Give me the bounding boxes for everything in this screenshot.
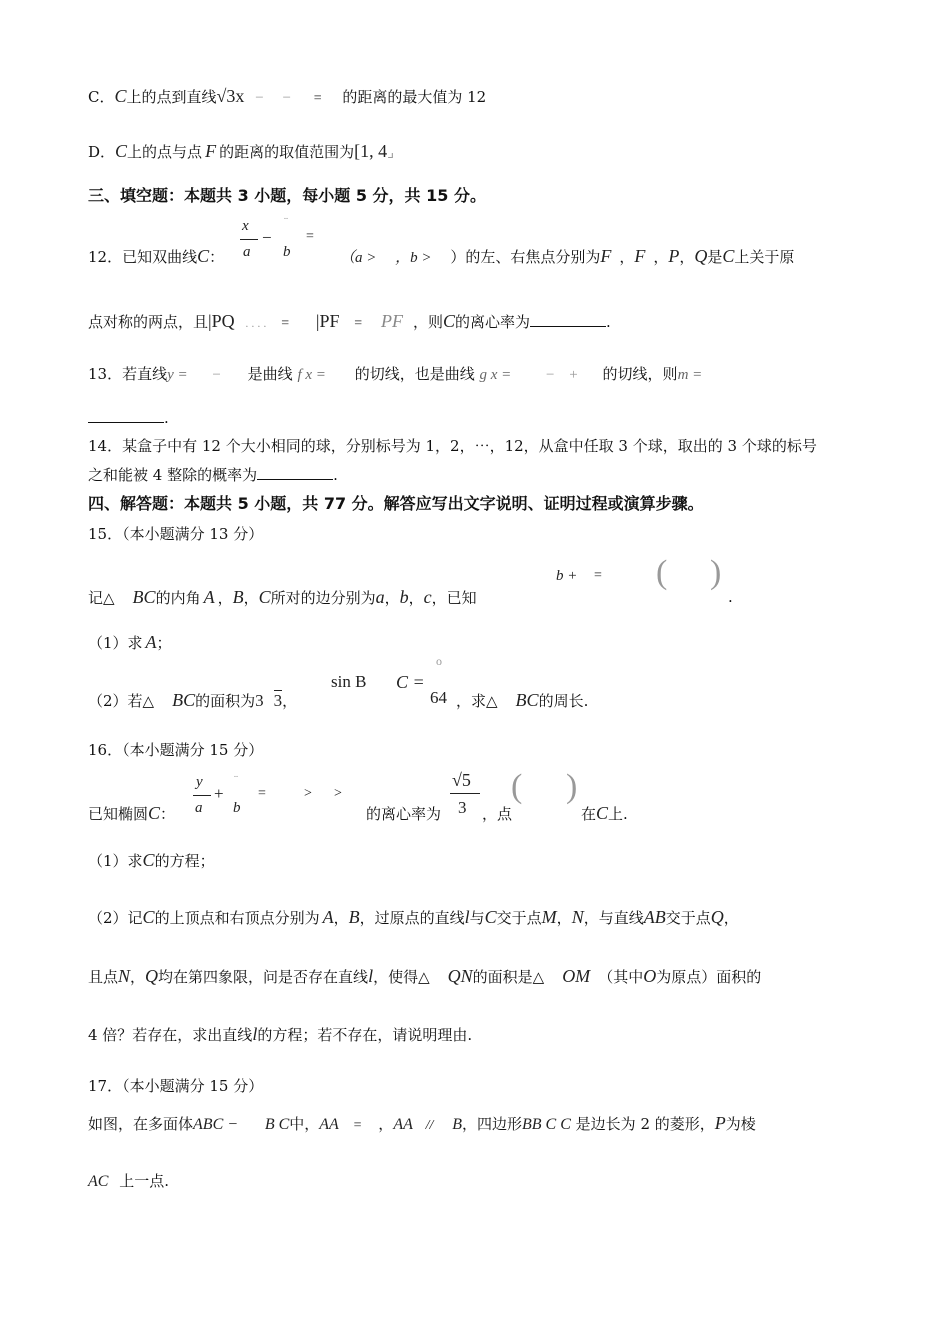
math-expr: AC (88, 1173, 109, 1190)
math-var: C (722, 246, 735, 266)
math-symbol: − (262, 228, 272, 247)
math-symbol: − (282, 90, 291, 106)
math-var: B (232, 587, 244, 607)
question-15-part2-end (456, 690, 588, 711)
question-15-part2 (88, 690, 297, 711)
math-var: c (423, 587, 432, 607)
math-var: P (714, 1113, 726, 1133)
text: （2）记 (88, 909, 143, 927)
text: ， (556, 909, 572, 927)
math-expr: PF (380, 311, 403, 331)
math-var: l (464, 907, 470, 927)
fraction-denominator: b (283, 244, 291, 260)
math-symbol: > (334, 786, 342, 801)
math-var: N (571, 907, 584, 927)
text: （1）求 (88, 634, 143, 652)
text: 为棱 (725, 1115, 756, 1133)
math-expr: g x = (479, 367, 512, 383)
text: ， (408, 589, 424, 607)
text: 均在第四象限，问是否存在直线 (158, 968, 369, 986)
math-expr: f x = (297, 367, 326, 383)
text: 中， (289, 1115, 320, 1133)
question-17 (88, 1113, 756, 1136)
fraction-numerator: x (242, 218, 249, 234)
math-var: l (252, 1024, 258, 1044)
math-var: C (258, 587, 271, 607)
math-var: a (375, 587, 385, 607)
answer-blank[interactable] (257, 465, 333, 480)
question-12 (88, 246, 224, 267)
math-symbol: = (306, 229, 314, 244)
math-var: F (600, 246, 612, 266)
math-symbol: + (214, 784, 224, 803)
question-number: 12．已知双曲线 (88, 248, 198, 266)
text: . (606, 313, 611, 331)
math-symbol: − (546, 367, 555, 383)
text: 如图，在多面体 (88, 1115, 194, 1133)
math-var: M (541, 907, 557, 927)
question-number: 13．若直线 (88, 365, 168, 383)
text: 的切线，则 (602, 365, 678, 383)
math-var: F (634, 246, 646, 266)
fraction-denominator: 64 (430, 688, 447, 707)
right-paren: ) (566, 768, 578, 805)
text: . (164, 409, 169, 427)
math-var: N (118, 966, 131, 986)
math-var: C (115, 141, 128, 161)
question-16-part2 (88, 907, 739, 928)
text: 4 倍？若存在，求出直线 (88, 1026, 253, 1044)
math-var: C (114, 86, 127, 106)
question-16 (88, 803, 175, 824)
text: ，则 (412, 313, 443, 331)
text: （1）求 (88, 852, 143, 870)
math-symbol: = (594, 568, 602, 583)
question-15 (88, 587, 477, 608)
math-expr: m = (677, 367, 703, 383)
text: 是边长为 2 的菱形， (575, 1115, 715, 1133)
math-expr: QN (447, 966, 473, 986)
fraction-denominator: a (243, 244, 251, 260)
math-expr: AA (319, 1116, 339, 1133)
text: 的面积是△ (472, 968, 545, 986)
text: ， (217, 589, 233, 607)
math-expr: BC (132, 587, 156, 607)
math-expr: y = (167, 367, 188, 383)
text: ： (209, 248, 225, 266)
question-14-line2 (88, 465, 338, 485)
fraction-bar (450, 793, 480, 794)
math-symbol: − (212, 367, 221, 383)
math-expr: AA (393, 1116, 413, 1133)
text: ，点 (482, 805, 513, 823)
question-12-line2 (88, 311, 611, 334)
math-symbol: = (258, 786, 266, 801)
text: ，四边形 (461, 1115, 522, 1133)
math-var: C (484, 907, 497, 927)
text: 所对的边分别为 (270, 589, 376, 607)
text: ： (160, 805, 176, 823)
text: 的方程； (154, 852, 215, 870)
text: 上的点到直线 (126, 88, 217, 106)
text: 交于点 (665, 909, 711, 927)
math-expr: AB (643, 907, 666, 927)
math-expr (316, 312, 340, 331)
fraction-denominator: b (233, 800, 241, 816)
math-expr: （a > (340, 250, 377, 266)
text: ，与直线 (583, 909, 644, 927)
option-label: D． (88, 143, 116, 161)
left-paren: ( (511, 768, 523, 805)
math-expr: b + (556, 568, 578, 584)
math-var: F (205, 141, 217, 161)
text: 交于点 (496, 909, 542, 927)
text: 之和能被 4 整除的概率为 (88, 466, 258, 484)
text: 是 (707, 248, 723, 266)
math-placeholder: . . . . (245, 316, 267, 330)
question-16-header: 16．（本小题满分 15 分） (88, 741, 264, 759)
text: 的切线，也是曲线 (354, 365, 475, 383)
math-expr: √3x (216, 86, 245, 106)
math-symbol: = (281, 316, 290, 331)
text: ，过原点的直线 (359, 909, 465, 927)
math-symbol: + (569, 367, 578, 383)
math-expr: ，b > (395, 250, 432, 266)
option-c (88, 86, 486, 109)
fraction-bar (193, 795, 211, 796)
text: ， (378, 1115, 394, 1133)
math-var: A (322, 907, 334, 927)
math-expr: OM (562, 966, 591, 986)
text: ， (653, 248, 669, 266)
math-var: l (368, 966, 374, 986)
text: 上一点. (119, 1172, 170, 1190)
text: 的离心率为 (366, 805, 442, 823)
math-symbol: ⌟ (387, 145, 395, 161)
math-symbol: = (313, 91, 322, 106)
right-paren: ) (710, 554, 722, 591)
fraction-numerator: √5 (452, 770, 471, 790)
fraction-numerator: ¨ (234, 772, 238, 786)
math-symbol: = (354, 316, 363, 331)
fraction-bar (240, 239, 258, 240)
fraction-numerator: o (436, 654, 442, 668)
text: . (728, 588, 733, 606)
fraction-numerator: ¨ (284, 214, 288, 228)
text: ， (130, 968, 146, 986)
math-var: Q (710, 907, 724, 927)
text: 上. (608, 805, 628, 823)
text: 的距离的取值范围为 (219, 143, 355, 161)
text: ， (384, 589, 400, 607)
text: （其中 (598, 968, 644, 986)
answer-blank[interactable] (88, 408, 164, 423)
math-expr: ABC − (193, 1116, 239, 1133)
fraction-denominator: 3 (458, 798, 467, 817)
text: ，求△ (456, 692, 498, 710)
question-13-line2 (88, 408, 169, 428)
math-var: C (142, 850, 155, 870)
math-var: A (203, 587, 215, 607)
text: 的周长. (538, 692, 589, 710)
answer-blank[interactable] (530, 312, 606, 327)
math-symbol: // (425, 1118, 434, 1133)
question-16-end (581, 803, 628, 824)
text: 的方程；若不存在，请说明理由. (257, 1026, 473, 1044)
math-var: C (148, 803, 161, 823)
text: ， (282, 692, 298, 710)
text: 的上顶点和右顶点分别为 (154, 909, 320, 927)
math-var: C (443, 311, 456, 331)
math-expr: sin B (331, 672, 367, 691)
math-var: P (668, 246, 680, 266)
fraction-denominator: a (195, 800, 203, 816)
math-var: A (145, 632, 157, 652)
text: ，已知 (431, 589, 477, 607)
math-symbol: = (353, 1118, 362, 1133)
option-d (88, 141, 394, 163)
text: ； (156, 634, 172, 652)
math-symbol: > (304, 786, 312, 801)
math-var: b (399, 587, 409, 607)
math-var: C (197, 246, 210, 266)
question-16-part2-line2 (88, 966, 761, 987)
math-expr: BC (515, 690, 539, 710)
text: 上关于原 (734, 248, 795, 266)
math-var: C (596, 803, 609, 823)
fraction-numerator: y (196, 774, 203, 790)
question-13 (88, 364, 702, 385)
math-value: 3 (255, 691, 264, 710)
math-expr: BC (172, 690, 196, 710)
math-var: Q (694, 246, 708, 266)
text: 记△ (88, 589, 115, 607)
left-paren: ( (656, 554, 668, 591)
math-value: 3 (273, 691, 283, 710)
text: ，使得△ (373, 968, 430, 986)
text: 已知椭圆 (88, 805, 149, 823)
text: ， (333, 909, 349, 927)
text: 在 (581, 805, 597, 823)
text: ， (679, 248, 695, 266)
text: ， (243, 589, 259, 607)
section-heading: 三、填空题：本题共 3 小题，每小题 5 分，共 15 分。 (88, 186, 486, 205)
math-var: O (643, 966, 657, 986)
question-17-line2 (88, 1171, 169, 1192)
question-14: 14．某盒子中有 12 个大小相同的球，分别标号为 1，2，⋯，12，从盒中任取 3 个球，取出的 3 个球的标号 (88, 437, 817, 455)
text: 点对称的两点，且 (88, 313, 209, 331)
math-expr: |PF (315, 311, 340, 331)
math-var: C (142, 907, 155, 927)
text: 的面积为 (195, 692, 256, 710)
text: 上的点与点 (127, 143, 203, 161)
text: 且点 (88, 968, 119, 986)
text: 的内角 (155, 589, 201, 607)
math-expr: [1, 4 (354, 141, 388, 161)
question-15-header: 15．（本小题满分 13 分） (88, 525, 264, 543)
math-expr: C = (396, 672, 425, 692)
question-17-header: 17．（本小题满分 15 分） (88, 1077, 264, 1095)
section-heading: 四、解答题：本题共 5 小题，共 77 分。解答应写出文字说明、证明过程或演算步骤。 (88, 494, 704, 513)
math-expr: B C (264, 1116, 290, 1133)
condition (340, 246, 794, 267)
text: ， (619, 248, 635, 266)
math-expr: |PQ (208, 311, 235, 331)
math-var: B (452, 1116, 462, 1133)
math-var: B (348, 907, 360, 927)
text: ）的左、右焦点分别为 (450, 248, 601, 266)
text: ， (723, 909, 739, 927)
math-expr: BB C C (522, 1116, 571, 1133)
question-16-part2-line3 (88, 1024, 472, 1045)
text: . (333, 466, 338, 484)
text: （2）若△ (88, 692, 155, 710)
question-15-part1 (88, 632, 172, 653)
text: 为原点）面积的 (656, 968, 762, 986)
text: 与 (469, 909, 485, 927)
text: 的距离的最大值为 12 (342, 88, 487, 106)
text: 的离心率为 (455, 313, 531, 331)
question-16-part1 (88, 850, 215, 871)
text: 是曲线 (247, 365, 293, 383)
math-var: Q (145, 966, 159, 986)
math-symbol: − (255, 90, 264, 106)
option-label: C． (88, 88, 115, 106)
